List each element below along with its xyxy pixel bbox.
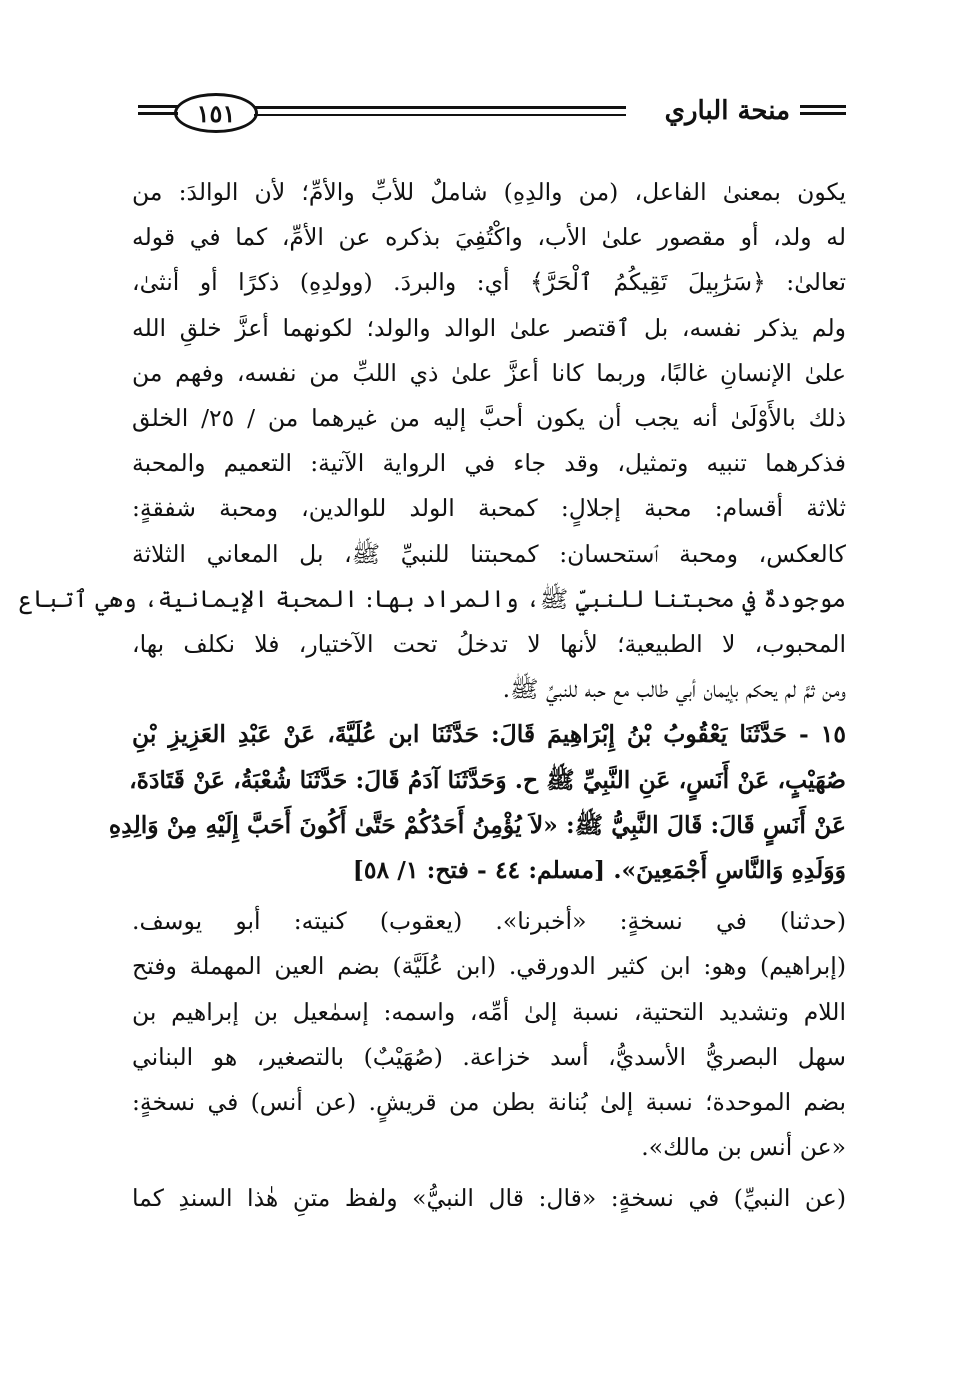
text-line: بضم الموحدة؛ نسبة إلىٰ بُنانة بطن من قريشٍ. (عن أنس) في نسخةٍ: xyxy=(132,1088,846,1117)
hadith-line: عَنْ أَنَسٍ قَالَ: قَالَ النَّبِيُّ ﷺ: «لاَ يُؤْمِنُ أَحَدُكُمْ حَتَّىٰ أَكُونَ أَحَبَّ إِلَيْهِ مِنْ وَالِدِهِ xyxy=(108,810,846,839)
text-line: موجودةٌ في محبتنا للنبيِّ ﷺ، والمراد بها: المحبة الإيمانية، وهي ٱتباع xyxy=(18,584,846,613)
page-header xyxy=(138,92,846,138)
text-line: (حدثنا) في نسخةٍ: «أخبرنا». (يعقوب) كنيته: أبو يوسف. xyxy=(132,907,846,936)
text-line: تعالىٰ: ﴿سَرَٰبِيلَ تَقِيكُمُ ٱلْحَرَّ﴾ أي: والبردَ. (وولدِهِ) ذكرًا أو أنثىٰ، xyxy=(132,268,846,297)
hadith-paragraph xyxy=(108,712,846,893)
text-line: فذكرهما تنبيه وتمثيل، وقد جاء في الرواية الآتية: التعميم والمحبة xyxy=(132,449,846,478)
running-title: منحة الباري xyxy=(664,96,790,126)
page-body xyxy=(18,170,846,1222)
text-line: «عن أنس بن مالك». xyxy=(641,1133,846,1162)
page-number: ١٥١ xyxy=(174,93,258,133)
text-line: سهل البصريُّ الأسديُّ، أسد خزاعة. (صُهَيْبٌ) بالتصغير، هو البناني xyxy=(132,1042,846,1071)
text-line: يكون بمعنىٰ الفاعل، (من والدِهِ) شاملٌ للأبِّ والأمِّ؛ لأن الوالدَ: من xyxy=(132,178,846,206)
header-rule-middle xyxy=(254,106,626,126)
text-line: ولم يذكر نفسه، بل ٱقتصر علىٰ الوالد والولد؛ لكونهما أعزَّ خلقِ الله xyxy=(132,313,846,342)
hadith-line: ١٥ - حَدَّثَنَا يَعْقُوبُ بْنُ إِبْرَاهِيمَ قَالَ: حَدَّثَنَا ابن عُلَيَّةَ، عَنْ عَبْدِ العَزِيزِ بْنِ xyxy=(132,720,846,749)
text-line: (عن النبيِّ) في نسخةٍ: «قال: قال النبيُّ» ولفظ متنِ هٰذا السندِ كما xyxy=(132,1184,846,1213)
text-line: المحبوب، لا الطبيعية؛ لأنها لا تدخلُ تحت الآختيار، فلا نكلف بها، xyxy=(132,630,846,659)
header-rule-left xyxy=(138,105,178,125)
text-line: ذلك بالأَوْلَىٰ أنه يجب أن يكون أحبَّ إليه من غيرهما من / ٢٥/ الخلق xyxy=(132,404,846,433)
commentary-paragraph xyxy=(132,1176,846,1221)
text-line: علىٰ الإنسانِ غالبًا، وربما كانا أعزَّ علىٰ ذي اللبِّ من نفسه، وفهم من xyxy=(132,358,846,387)
text-line: اللام وتشديد التحتية، نسبة إلىٰ أمِّه، واسمه: إسمٰعيل بن إبراهيم بن xyxy=(132,997,846,1026)
text-line: كالعكس، ومحبة ٱستحسان: كمحبتنا للنبيِّ ﷺ، بل المعاني الثلاثة xyxy=(132,539,846,568)
commentary-paragraph xyxy=(132,899,846,1170)
hadith-line: وَوَلَدِهِ وَالنَّاسِ أَجْمَعِينَ». [مسلم: ٤٤ - فتح: ١/ ٥٨] xyxy=(352,856,846,885)
text-line: ثلاثة أقسام: محبة إجلالٍ: كمحبة الولد للوالدين، ومحبة شفقةٍ: xyxy=(132,494,846,523)
commentary-paragraph xyxy=(18,170,846,712)
header-rule-right xyxy=(800,105,846,125)
text-line: ومن ثمَّ لم يحكم بإيمان أبي طالب مع حبه للنبيِّ ﷺ. xyxy=(502,675,846,704)
text-line: له ولد، أو مقصور علىٰ الأب، واكْتُفِيَ بذكره عن الأمِّ، كما في قوله xyxy=(132,223,846,252)
text-line: (إبراهيم) وهو: ابن كثير الدورقي. (ابن عُلَيَّة) بضم العين المهملة وفتح xyxy=(132,952,846,981)
hadith-line: صُهَيْبٍ، عَنْ أَنَسٍ، عَنِ النَّبِيِّ ﷺ ح. وَحَدَّثَنَا آدَمُ قَالَ: حَدَّثَنَا شُعْبَةُ، عَنْ قَتَادَةَ، xyxy=(129,765,846,794)
